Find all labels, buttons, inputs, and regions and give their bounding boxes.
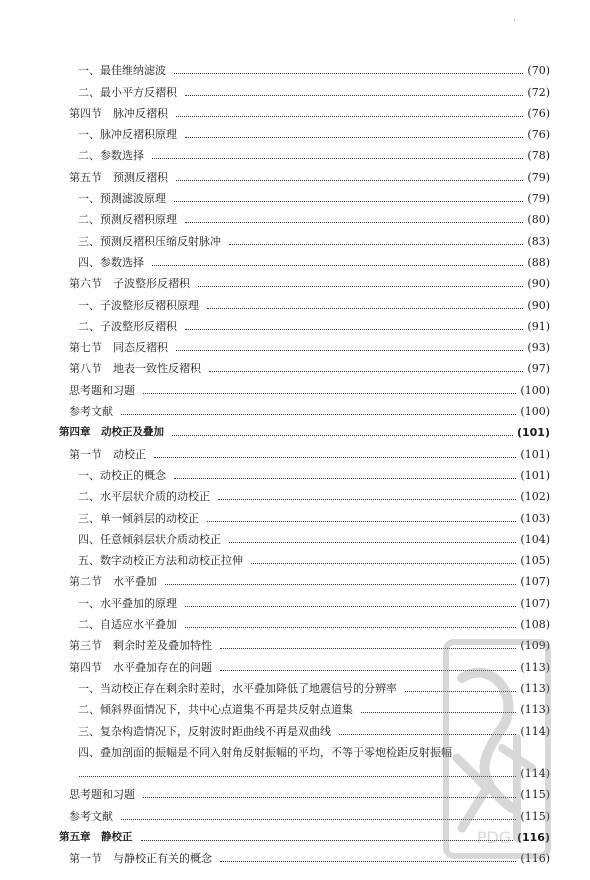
toc-entry-page: (90) [527, 277, 550, 291]
toc-entry-page: (114) [520, 724, 550, 738]
toc-entry[interactable] [59, 503, 550, 524]
dot-leader [209, 371, 523, 372]
toc-entry-title: 三、预测反褶积压缩反射脉冲 [78, 234, 221, 248]
dot-leader [172, 435, 513, 436]
toc-entry-title: 一、脉冲反褶积原理 [78, 128, 177, 142]
toc-entry-title: 四、任意倾斜层状介质动校正 [78, 532, 221, 546]
toc-entry-title: 二、子波整形反褶积 [78, 319, 177, 333]
toc-entry-page: (113) [520, 681, 550, 695]
toc-entry-page: (116) [520, 852, 550, 866]
toc-entry-title: 二、最小平方反褶积 [78, 85, 177, 99]
toc-entry-page: (102) [520, 490, 550, 504]
toc-entry-title: 第七节 同态反褶积 [69, 341, 168, 355]
dot-leader [198, 286, 523, 287]
dot-leader [185, 222, 523, 223]
toc-entry-page: (114) [520, 767, 550, 781]
toc-entry-title: 第二节 水平叠加 [69, 575, 157, 589]
toc-entry[interactable] [59, 248, 550, 269]
toc-entry-title: 第四节 脉冲反褶积 [69, 106, 168, 120]
toc-entry-title: 四、参数选择 [78, 255, 144, 269]
dot-leader [143, 393, 516, 394]
watermark-seal [432, 638, 552, 860]
toc-entry-title: 一、水平叠加的原理 [78, 596, 177, 610]
toc-entry-page: (100) [520, 383, 550, 397]
toc-entry-title: 参考文献 [69, 809, 113, 823]
dot-leader [174, 201, 523, 202]
toc-entry[interactable] [59, 397, 550, 418]
dot-leader [174, 478, 516, 479]
toc-entry-title: 一、当动校正存在剩余时差时，水平叠加降低了地震信号的分辨率 [78, 681, 397, 695]
dot-leader [229, 542, 516, 543]
dot-leader [152, 265, 523, 266]
toc-entry[interactable] [59, 546, 550, 567]
dot-leader [185, 95, 523, 96]
toc-entry-title: 第四节 水平叠加存在的问题 [69, 660, 212, 674]
toc-entry-page: (113) [520, 660, 550, 674]
toc-entry-title: 第八节 地表一致性反褶积 [69, 362, 201, 376]
toc-entry-page: (113) [520, 703, 550, 717]
toc-entry-title: 一、动校正的概念 [78, 468, 166, 482]
toc-section[interactable] [59, 269, 550, 290]
toc-entry-page: (76) [527, 106, 550, 120]
toc-section[interactable] [59, 354, 550, 375]
toc-entry-page: (90) [527, 298, 550, 312]
toc-entry-page: (72) [527, 85, 550, 99]
dot-leader [176, 180, 523, 181]
dot-leader [176, 116, 523, 117]
toc-entry[interactable] [59, 205, 550, 226]
dot-leader [185, 606, 516, 607]
toc-entry-title: 参考文献 [69, 405, 113, 419]
toc-entry-page: (76) [527, 128, 550, 142]
toc-entry-title: 一、最佳维纳滤波 [78, 64, 166, 78]
toc-entry[interactable] [59, 290, 550, 311]
toc-entry-page: (115) [520, 809, 550, 823]
dot-leader [185, 137, 523, 138]
toc-entry-title: 第四章 动校正及叠加 [59, 426, 164, 439]
page-corner-mark: · [513, 16, 516, 26]
toc-entry-title: 二、参数选择 [78, 149, 144, 163]
toc-entry-page: (108) [520, 618, 550, 632]
dot-leader [152, 158, 523, 159]
toc-entry-title: 第六节 子波整形反褶积 [69, 277, 190, 291]
toc-entry[interactable] [59, 312, 550, 333]
toc-entry-title: 第一节 动校正 [69, 447, 146, 461]
toc-entry-page: (104) [520, 532, 550, 546]
toc-entry-title: 三、单一倾斜层的动校正 [78, 511, 199, 525]
toc-entry-title: 第三节 剩余时差及叠加特性 [69, 639, 212, 653]
watermark-pdg-text: PDG [476, 828, 512, 847]
toc-entry-title: 一、子波整形反褶积原理 [78, 298, 199, 312]
dot-leader [220, 861, 516, 862]
toc-entry-page: (78) [527, 149, 550, 163]
dot-leader [218, 499, 516, 500]
dot-leader [185, 329, 523, 330]
toc-entry-title: 五、数字动校正方法和动校正拉伸 [78, 554, 243, 568]
toc-entry-title: 二、预测反褶积原理 [78, 213, 177, 227]
toc-entry-page: (97) [527, 362, 550, 376]
toc-entry-title: 二、水平层状介质的动校正 [78, 490, 210, 504]
toc-entry-page: (91) [527, 319, 550, 333]
toc-entry-page: (79) [527, 170, 550, 184]
toc-entry-page: (93) [527, 341, 550, 355]
toc-entry-title: 二、自适应水平叠加 [78, 618, 177, 632]
dot-leader [229, 244, 523, 245]
dot-leader [121, 414, 516, 415]
toc-entry-page: (101) [520, 447, 550, 461]
toc-entry[interactable] [59, 461, 550, 482]
toc-entry[interactable] [59, 56, 550, 77]
toc-entry[interactable] [59, 610, 550, 631]
toc-entry[interactable] [59, 525, 550, 546]
toc-entry[interactable] [59, 482, 550, 503]
toc-entry-page: (100) [520, 405, 550, 419]
toc-entry-page: (116) [516, 830, 550, 844]
toc-entry[interactable] [59, 375, 550, 396]
toc-entry-page: (80) [527, 213, 550, 227]
toc-entry-title: 思考题和习题 [69, 383, 135, 397]
toc-entry-page: (83) [527, 234, 550, 248]
toc-entry-page: (115) [520, 788, 550, 802]
dot-leader [174, 73, 523, 74]
dot-leader [185, 627, 516, 628]
toc-entry-page: (105) [520, 554, 550, 568]
toc-entry-title: 第一节 与静校正有关的概念 [69, 852, 212, 866]
dot-leader [176, 350, 523, 351]
toc-section[interactable] [59, 99, 550, 120]
toc-entry[interactable] [59, 77, 550, 98]
dot-leader [207, 308, 523, 309]
toc-entry-title: 三、复杂构造情况下，反射波时距曲线不再是双曲线 [78, 724, 331, 738]
toc-entry[interactable] [59, 588, 550, 609]
toc-entry-page: (79) [527, 192, 550, 206]
toc-entry-title: 四、叠加剖面的振幅是不同入射角反射振幅的平均，不等于零炮检距反射振幅 [78, 745, 452, 759]
toc-entry-page: (70) [527, 64, 550, 78]
toc-section[interactable] [59, 333, 550, 354]
toc-section[interactable] [59, 162, 550, 183]
toc-entry[interactable] [59, 141, 550, 162]
toc-entry-page: (103) [520, 511, 550, 525]
toc-entry-title: 二、倾斜界面情况下，共中心点道集不再是共反射点道集 [78, 703, 353, 717]
toc-entry-title: 第五节 预测反褶积 [69, 170, 168, 184]
dot-leader [165, 584, 516, 585]
toc-section[interactable] [59, 439, 550, 460]
toc-section[interactable] [59, 567, 550, 588]
toc-entry-page: (88) [527, 255, 550, 269]
dot-leader [251, 563, 516, 564]
toc-entry-page: (101) [520, 468, 550, 482]
toc-entry-title: 一、预测滤波原理 [78, 192, 166, 206]
toc-entry-title: 第五章 静校正 [59, 830, 133, 843]
toc-entry-page: (107) [520, 596, 550, 610]
dot-leader [154, 457, 516, 458]
toc-entry[interactable] [59, 184, 550, 205]
toc-entry-page: (109) [520, 639, 550, 653]
toc-chapter[interactable] [59, 418, 550, 439]
toc-entry-page: (107) [520, 575, 550, 589]
toc-entry[interactable] [59, 120, 550, 141]
dot-leader [207, 521, 516, 522]
toc-entry-title: 思考题和习题 [69, 788, 135, 802]
toc-entry[interactable] [59, 226, 550, 247]
toc-entry-page: (101) [516, 426, 550, 440]
